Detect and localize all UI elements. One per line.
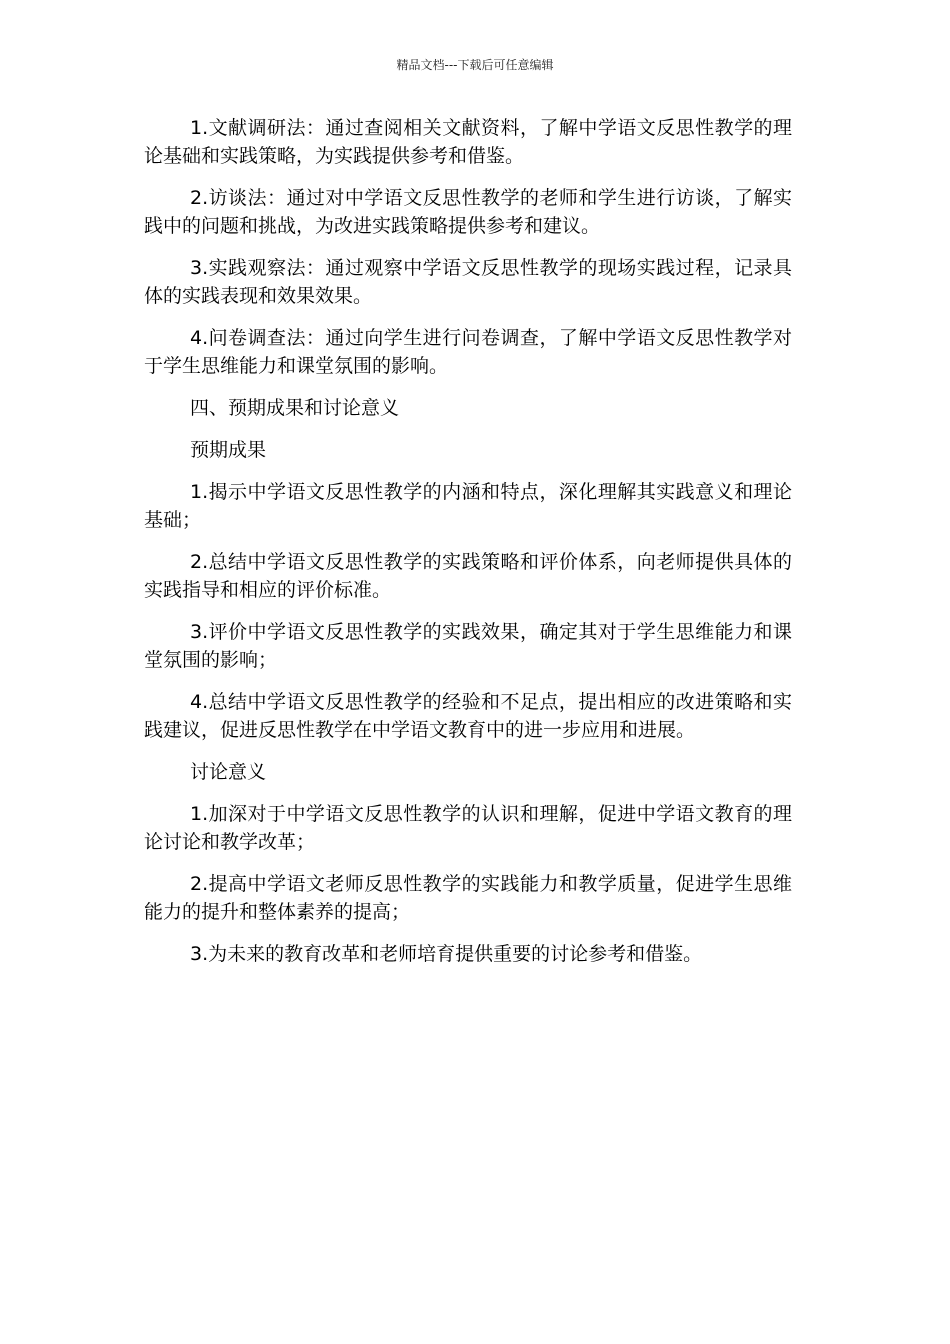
subsection-heading-expected-results: 预期成果 [190,439,267,461]
expected-result-item: 4.总结中学语文反思性教学的经验和不足点，提出相应的改进策略和实践建议，促进反思性教学在中学语文教育中的进一步应用和进展。 [144,691,792,741]
significance-item: 3.为未来的教育改革和老师培育提供重要的讨论参考和借鉴。 [190,943,703,965]
expected-result-item: 2.总结中学语文反思性教学的实践策略和评价体系，向老师提供具体的实践指导和相应的评价标准。 [144,551,792,601]
significance-item: 1.加深对于中学语文反思性教学的认识和理解，促进中学语文教育的理论讨论和教学改革； [144,803,792,853]
expected-result-item: 1.揭示中学语文反思性教学的内涵和特点，深化理解其实践意义和理论基础； [144,481,792,531]
method-questionnaire-paragraph: 4.问卷调查法：通过向学生进行问卷调查，了解中学语文反思性教学对于学生思维能力和课堂氛围的影响。 [144,327,792,377]
expected-result-item: 3.评价中学语文反思性教学的实践效果，确定其对于学生思维能力和课堂氛围的影响； [144,621,792,671]
method-interview-paragraph: 2.访谈法：通过对中学语文反思性教学的老师和学生进行访谈，了解实践中的问题和挑战，为改进实践策略提供参考和建议。 [144,187,792,237]
section-heading: 四、预期成果和讨论意义 [190,397,400,419]
method-observation-paragraph: 3.实践观察法：通过观察中学语文反思性教学的现场实践过程，记录具体的实践表现和效果效果。 [144,257,792,307]
subsection-heading-significance: 讨论意义 [190,761,267,783]
page-header: 精品文档---下载后可任意编辑 [396,58,554,72]
document-body [144,114,792,982]
significance-item: 2.提高中学语文老师反思性教学的实践能力和教学质量，促进学生思维能力的提升和整体素养的提高； [144,873,792,923]
method-literature-paragraph: 1.文献调研法：通过查阅相关文献资料，了解中学语文反思性教学的理论基础和实践策略，为实践提供参考和借鉴。 [144,117,792,167]
